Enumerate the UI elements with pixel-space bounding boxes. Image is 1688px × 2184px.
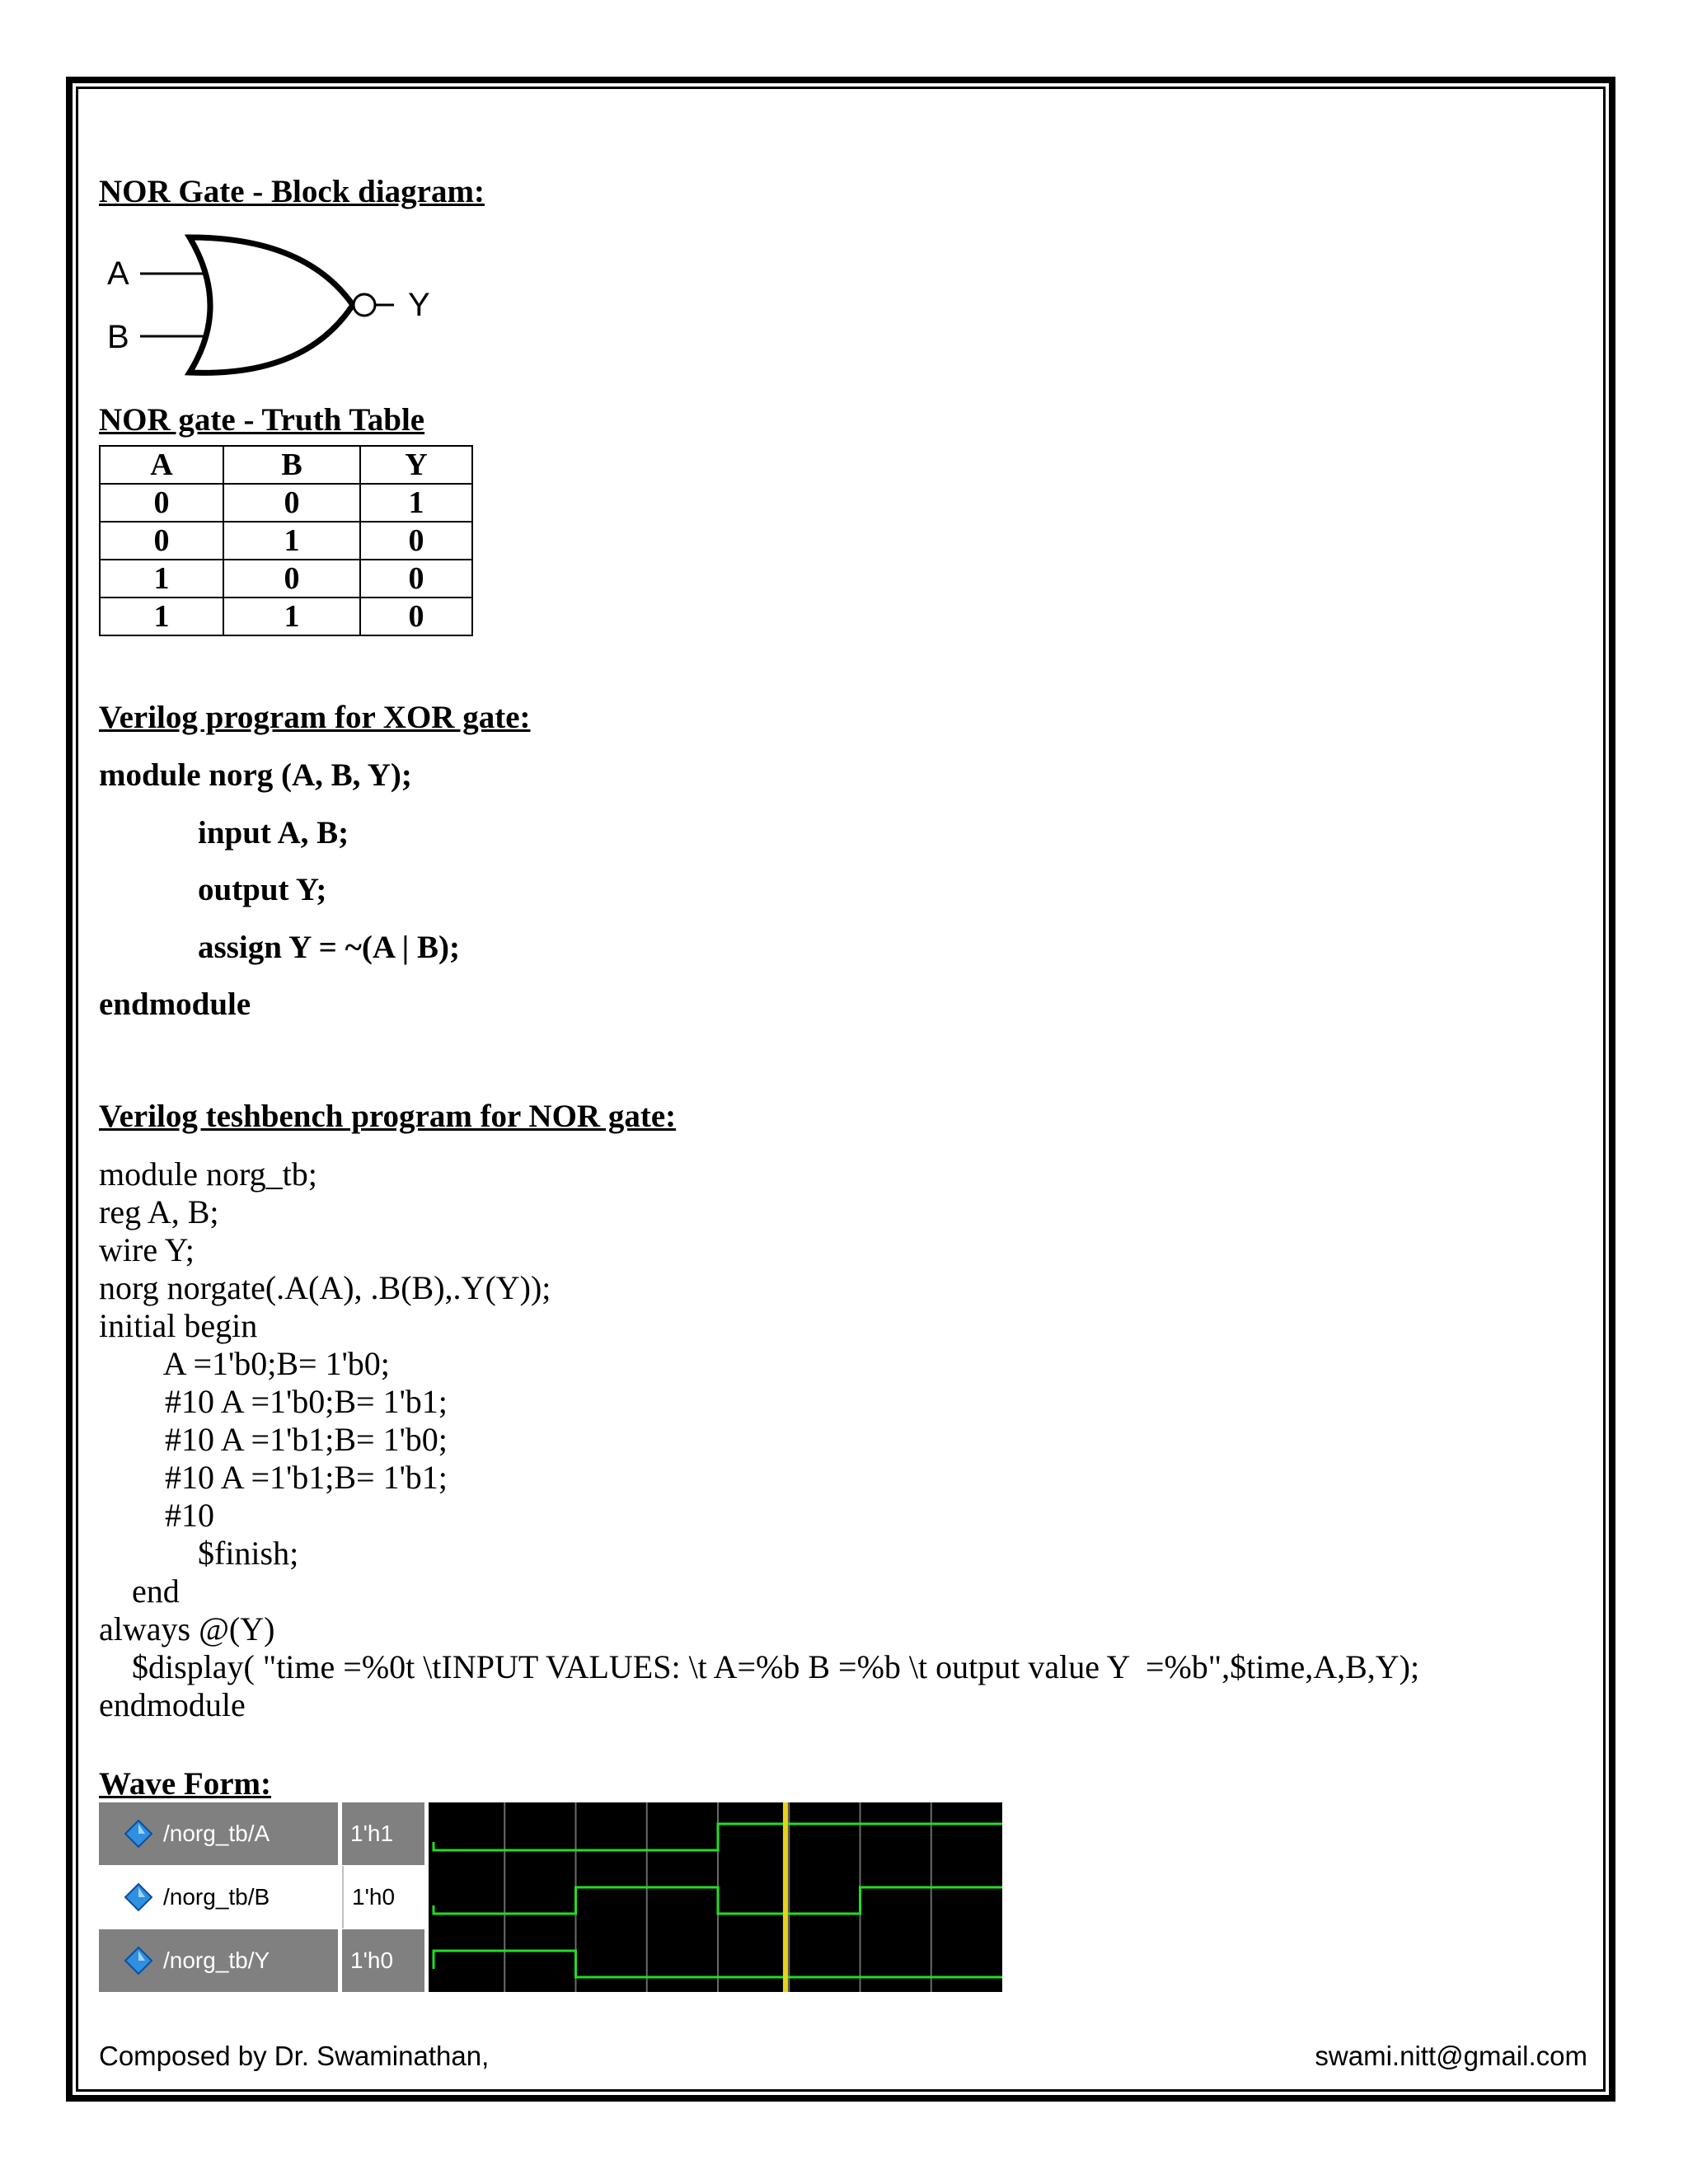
verilog-line: module norg (A, B, Y);	[99, 757, 412, 793]
signal-name: /norg_tb/B	[163, 1884, 270, 1910]
header-y: Y	[360, 446, 472, 484]
signal-name: /norg_tb/A	[163, 1821, 270, 1846]
cell: 0	[100, 484, 223, 522]
truth-table	[99, 445, 473, 636]
table-header-row	[100, 446, 472, 484]
verilog-line: endmodule	[99, 987, 251, 1022]
nor-gate-body	[190, 237, 353, 373]
table-row	[100, 522, 472, 560]
signal-diamond-icon	[124, 1882, 153, 1912]
nor-gate-bubble	[354, 294, 375, 316]
verilog-line: input A, B;	[198, 815, 349, 851]
testbench-heading: Verilog teshbench program for NOR gate:	[99, 1099, 677, 1134]
code-line: A =1'b0;B= 1'b0;	[99, 1345, 390, 1382]
input-a-label: A	[107, 255, 129, 292]
header-b: B	[223, 446, 360, 484]
table-row	[100, 484, 472, 522]
code-line: $display( "time =%0t \tINPUT VALUES: \t A=%b B =%b \t output value Y =%b",$time,A,B,Y);	[99, 1648, 1420, 1685]
footer-email: swami.nitt@gmail.com	[1315, 2041, 1587, 2071]
signal-value: 1'h1	[342, 1802, 424, 1865]
code-line: wire Y;	[99, 1231, 195, 1268]
code-line: #10 A =1'b1;B= 1'b1;	[99, 1459, 448, 1496]
waveform-heading: Wave Form:	[99, 1766, 272, 1802]
cell: 1	[100, 560, 223, 598]
header-a: A	[100, 446, 223, 484]
cell: 0	[360, 560, 472, 598]
truth-table-heading: NOR gate - Truth Table	[99, 402, 425, 438]
signal-trace	[434, 1824, 1002, 1850]
output-y-label: Y	[408, 287, 430, 323]
cell: 1	[360, 484, 472, 522]
signal-name: /norg_tb/Y	[163, 1947, 270, 1973]
nor-gate-diagram	[99, 231, 445, 387]
code-line: $finish;	[99, 1535, 299, 1572]
verilog-line: output Y;	[198, 872, 327, 907]
cell: 0	[100, 522, 223, 560]
signal-row-a[interactable]	[99, 1802, 338, 1865]
testbench-code	[99, 1155, 1419, 1724]
cell: 0	[223, 484, 360, 522]
verilog-line: assign Y = ~(A | B);	[198, 930, 460, 965]
waveform-signal-list	[99, 1802, 396, 1992]
code-line: #10	[99, 1497, 214, 1534]
cell: 0	[360, 522, 472, 560]
cell: 1	[223, 522, 360, 560]
signal-diamond-icon	[124, 1946, 153, 1975]
signal-diamond-icon	[124, 1819, 153, 1849]
signal-trace	[434, 1887, 1002, 1914]
footer-author: Composed by Dr. Swaminathan,	[99, 2041, 490, 2071]
block-diagram-heading: NOR Gate - Block diagram:	[99, 174, 485, 209]
table-row	[100, 598, 472, 635]
signal-value: 1'h0	[342, 1929, 424, 1992]
cell: 0	[360, 598, 472, 635]
code-line: reg A, B;	[99, 1193, 219, 1230]
code-line: #10 A =1'b1;B= 1'b0;	[99, 1421, 448, 1458]
code-line: initial begin	[99, 1307, 258, 1344]
table-row	[100, 560, 472, 598]
input-b-label: B	[107, 319, 129, 355]
code-line: endmodule	[99, 1686, 246, 1723]
cell: 0	[223, 560, 360, 598]
code-line: module norg_tb;	[99, 1155, 317, 1193]
code-line: always @(Y)	[99, 1610, 275, 1647]
time-cursor	[783, 1802, 788, 1992]
cell: 1	[100, 598, 223, 635]
code-line: end	[99, 1572, 180, 1610]
verilog-heading: Verilog program for XOR gate:	[99, 700, 531, 735]
code-line: norg norgate(.A(A), .B(B),.Y(Y));	[99, 1269, 551, 1306]
code-line: #10 A =1'b0;B= 1'b1;	[99, 1383, 448, 1420]
waveform-plot[interactable]	[429, 1802, 1002, 1992]
signal-row-y[interactable]	[99, 1929, 338, 1992]
cell: 1	[223, 598, 360, 635]
signal-value: 1'h0	[342, 1866, 424, 1929]
signal-row-b[interactable]	[99, 1866, 338, 1929]
